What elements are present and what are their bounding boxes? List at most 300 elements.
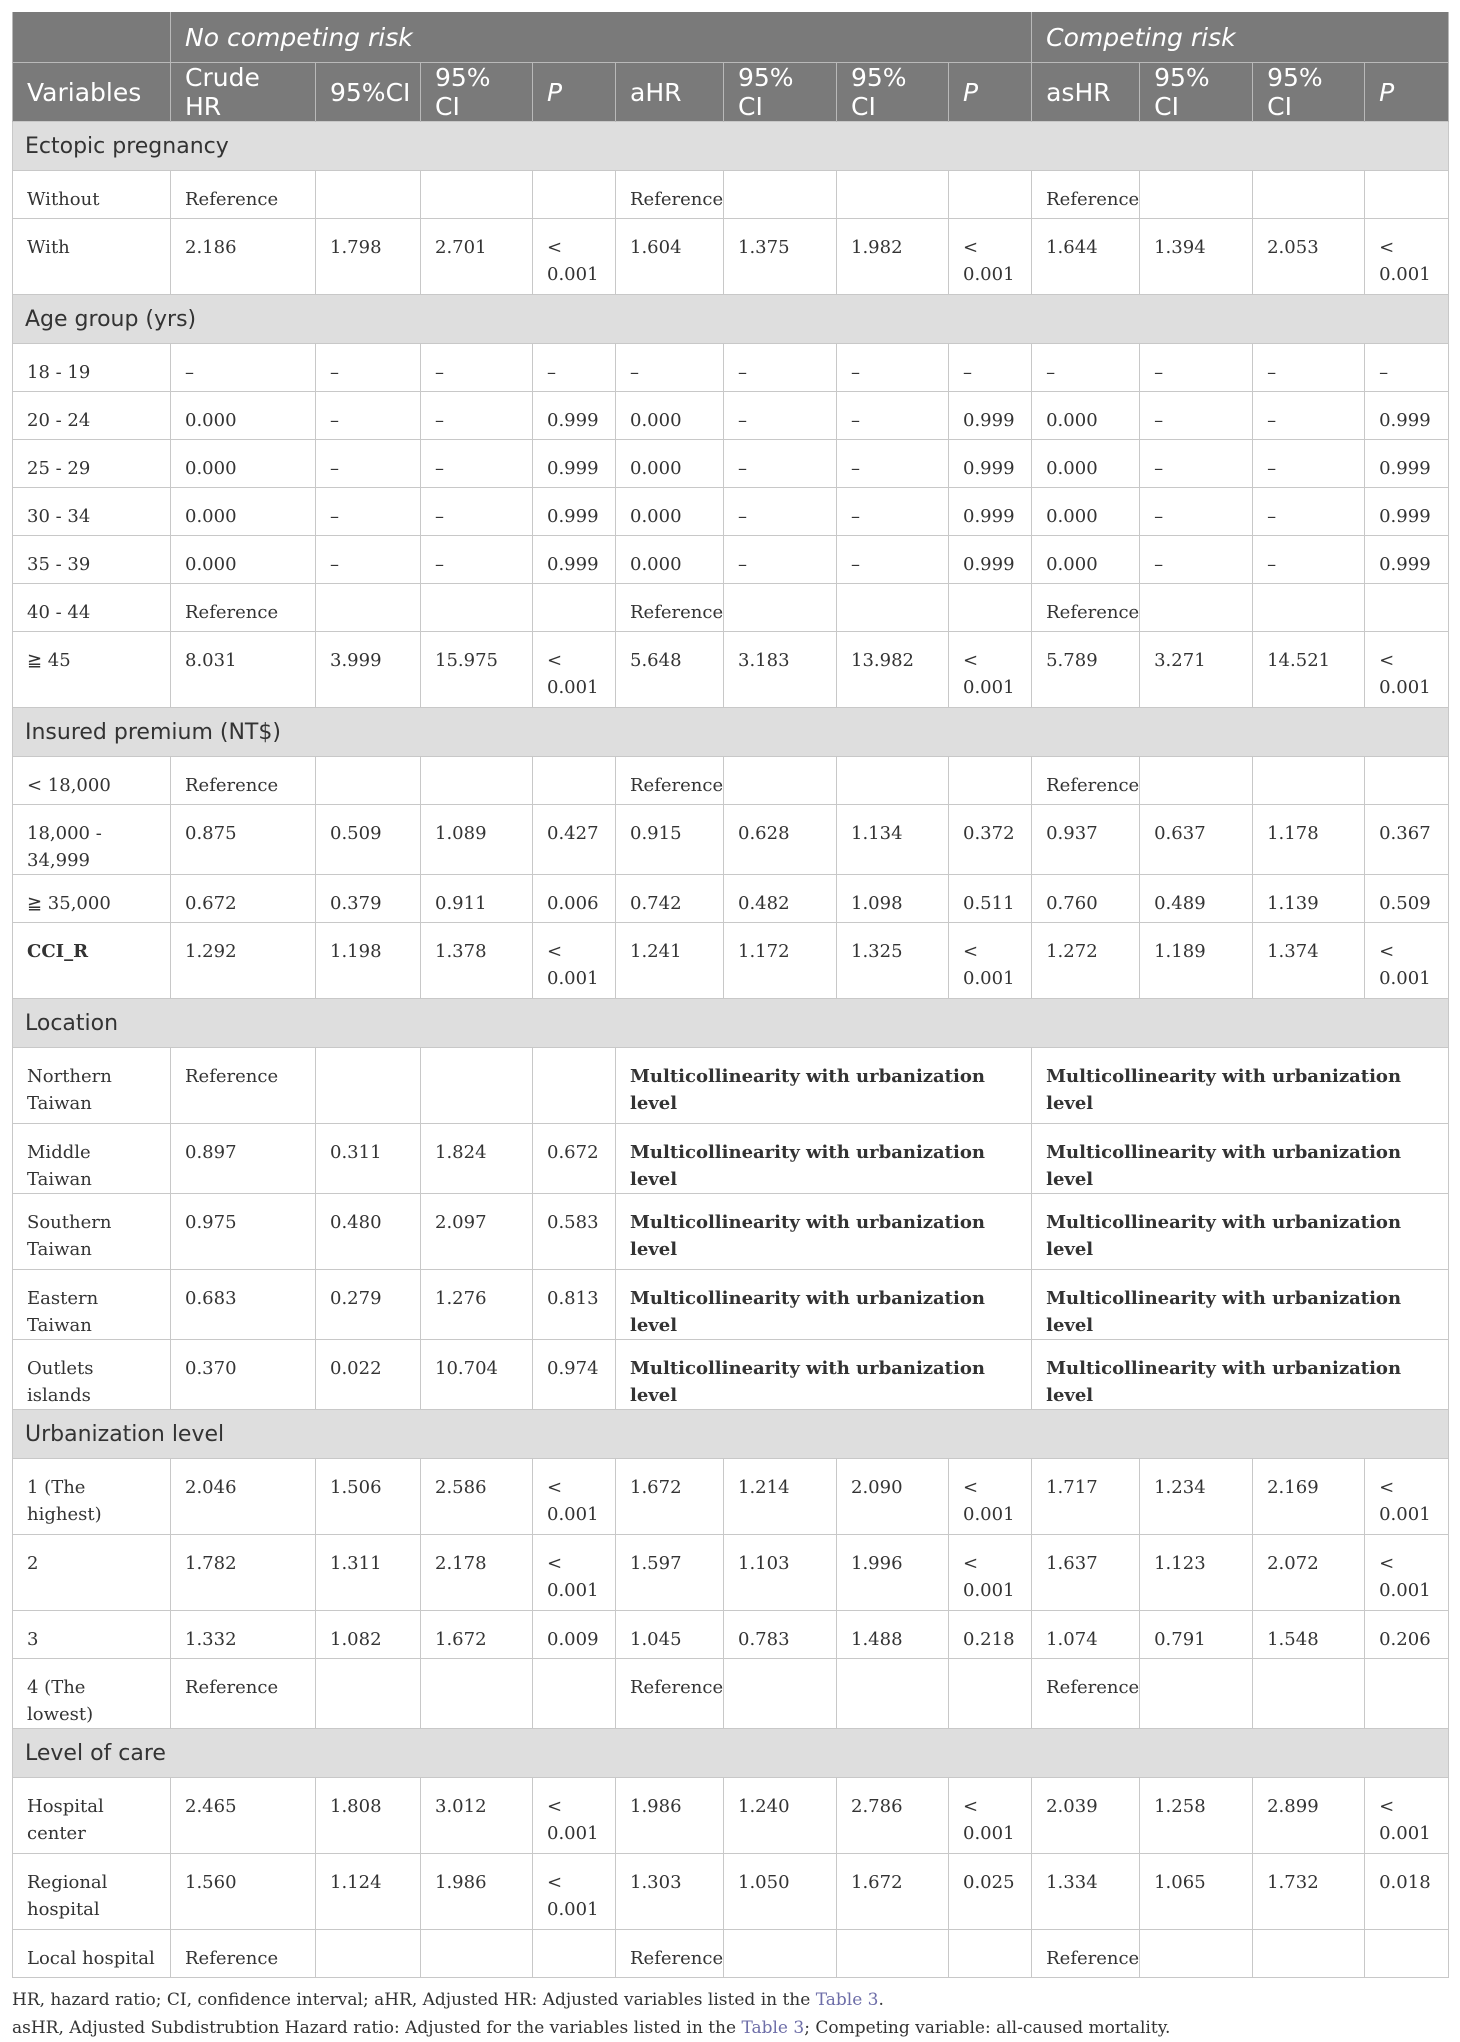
row-label: 4 (The lowest)	[13, 1659, 171, 1729]
table-row	[13, 536, 1449, 584]
table-cell: 1.986	[421, 1854, 533, 1930]
table-cell: < 0.001	[949, 632, 1032, 708]
multicollinearity-note-adjusted: Multicollinearity with urbanization level	[616, 1194, 1032, 1270]
table-cell: 0.999	[1365, 440, 1449, 488]
table-cell: 0.279	[316, 1270, 421, 1340]
table-cell	[1253, 1930, 1365, 1978]
table-cell: 0.025	[949, 1854, 1032, 1930]
table-cell: 1.637	[1032, 1535, 1140, 1611]
table-cell: 3.999	[316, 632, 421, 708]
table-cell: 1.089	[421, 805, 533, 875]
table-cell: 2.701	[421, 219, 533, 295]
header-competing-risk: Competing risk	[1032, 12, 1449, 63]
table-cell	[316, 757, 421, 805]
row-label: Local hospital	[13, 1930, 171, 1978]
table-footnotes	[12, 1986, 1448, 2042]
table-container	[12, 12, 1448, 2042]
table-cell: 0.000	[616, 536, 724, 584]
table-cell: 1.548	[1253, 1611, 1365, 1659]
table-cell: 2.169	[1253, 1459, 1365, 1535]
table-cell: 0.813	[533, 1270, 616, 1340]
table-cell: 1.982	[837, 219, 949, 295]
row-label: 25 - 29	[13, 440, 171, 488]
multicollinearity-note-adjusted: Multicollinearity with urbanization level	[616, 1270, 1032, 1340]
table-cell: < 0.001	[1365, 219, 1449, 295]
table-cell: 0.482	[724, 875, 837, 923]
table-cell: –	[1140, 344, 1253, 392]
table-cell	[949, 1659, 1032, 1729]
table-cell: 1.488	[837, 1611, 949, 1659]
table-cell: –	[316, 536, 421, 584]
table-cell: 0.999	[949, 536, 1032, 584]
row-label: Eastern Taiwan	[13, 1270, 171, 1340]
section-title: Insured premium (NT$)	[13, 708, 1449, 757]
table-cell: –	[837, 344, 949, 392]
table-cell: 0.000	[616, 440, 724, 488]
table-cell: Reference	[171, 1930, 316, 1978]
table-cell: 0.018	[1365, 1854, 1449, 1930]
table-cell: –	[1032, 344, 1140, 392]
table-cell: < 0.001	[949, 1778, 1032, 1854]
table-cell: 1.644	[1032, 219, 1140, 295]
table-cell: 0.311	[316, 1124, 421, 1194]
table-cell: 0.742	[616, 875, 724, 923]
table-cell: 13.982	[837, 632, 949, 708]
table-cell: 0.000	[171, 392, 316, 440]
table-cell: 1.378	[421, 923, 533, 999]
table-cell: 0.000	[616, 392, 724, 440]
table-cell: –	[616, 344, 724, 392]
table-cell: < 0.001	[949, 219, 1032, 295]
table-cell: 1.717	[1032, 1459, 1140, 1535]
table-cell: 0.999	[949, 392, 1032, 440]
table-cell: 2.046	[171, 1459, 316, 1535]
table-cell: 1.332	[171, 1611, 316, 1659]
table-cell: 1.272	[1032, 923, 1140, 999]
table-cell	[421, 757, 533, 805]
table-cell: 0.999	[533, 536, 616, 584]
table-cell: 2.178	[421, 1535, 533, 1611]
table-cell: 0.000	[171, 536, 316, 584]
row-label: 2	[13, 1535, 171, 1611]
multicollinearity-note-adjusted: Multicollinearity with urbanization level	[616, 1340, 1032, 1410]
row-label: With	[13, 219, 171, 295]
table-cell	[1365, 171, 1449, 219]
table-cell: 0.009	[533, 1611, 616, 1659]
table-cell: < 0.001	[949, 923, 1032, 999]
table-cell: 3.012	[421, 1778, 533, 1854]
table-cell: 1.276	[421, 1270, 533, 1340]
table-row	[13, 171, 1449, 219]
table-cell: 0.672	[533, 1124, 616, 1194]
table-cell: 1.134	[837, 805, 949, 875]
table-cell	[837, 757, 949, 805]
table-cell	[533, 1930, 616, 1978]
table-cell: 10.704	[421, 1340, 533, 1410]
table-cell: 0.000	[1032, 536, 1140, 584]
row-label: < 18,000	[13, 757, 171, 805]
table-cell: 0.489	[1140, 875, 1253, 923]
table-cell: Reference	[171, 584, 316, 632]
table-row	[13, 1459, 1449, 1535]
table-cell: 0.999	[1365, 392, 1449, 440]
table-cell: 0.783	[724, 1611, 837, 1659]
table-cell: 14.521	[1253, 632, 1365, 708]
table-cell: < 0.001	[1365, 1459, 1449, 1535]
table-cell: 2.786	[837, 1778, 949, 1854]
hazard-ratio-table	[12, 12, 1449, 1978]
row-label: 20 - 24	[13, 392, 171, 440]
table-row	[13, 1854, 1449, 1930]
table-cell: –	[724, 392, 837, 440]
table-cell: < 0.001	[949, 1535, 1032, 1611]
header-columns-row	[13, 63, 1449, 122]
table-cell: 1.098	[837, 875, 949, 923]
multicollinearity-note-adjusted: Multicollinearity with urbanization level	[616, 1048, 1032, 1124]
table-row	[13, 392, 1449, 440]
table-cell	[1140, 1930, 1253, 1978]
table-cell: 1.189	[1140, 923, 1253, 999]
section-title: Location	[13, 999, 1449, 1048]
column-header: Crude HR	[171, 63, 316, 122]
table-cell: < 0.001	[1365, 1535, 1449, 1611]
table-cell: 1.178	[1253, 805, 1365, 875]
multicollinearity-note-competing: Multicollinearity with urbanization level	[1032, 1194, 1449, 1270]
table-row	[13, 1659, 1449, 1729]
table-cell: 0.911	[421, 875, 533, 923]
table-cell	[1253, 584, 1365, 632]
row-label: 18 - 19	[13, 344, 171, 392]
table-cell: 1.050	[724, 1854, 837, 1930]
table-cell: 0.379	[316, 875, 421, 923]
table-cell: 0.999	[1365, 536, 1449, 584]
table-cell: 0.999	[949, 488, 1032, 536]
table-cell: 1.123	[1140, 1535, 1253, 1611]
table-cell: 5.789	[1032, 632, 1140, 708]
multicollinearity-note-adjusted: Multicollinearity with urbanization level	[616, 1124, 1032, 1194]
table-row	[13, 1930, 1449, 1978]
column-header: 95% CI	[421, 63, 533, 122]
table-cell: Reference	[616, 1930, 724, 1978]
table-cell: 1.045	[616, 1611, 724, 1659]
table-body	[13, 122, 1449, 1978]
table-cell: 2.090	[837, 1459, 949, 1535]
table-cell	[316, 1930, 421, 1978]
table-cell: 1.782	[171, 1535, 316, 1611]
table-cell: 1.604	[616, 219, 724, 295]
table-cell: < 0.001	[1365, 632, 1449, 708]
table-cell	[724, 757, 837, 805]
table-cell: Reference	[616, 1659, 724, 1729]
table-cell: 2.053	[1253, 219, 1365, 295]
table-cell: Reference	[1032, 757, 1140, 805]
table-cell: –	[949, 344, 1032, 392]
table-cell: < 0.001	[533, 1535, 616, 1611]
table-cell	[316, 1659, 421, 1729]
table-cell: 1.258	[1140, 1778, 1253, 1854]
table-cell: –	[316, 344, 421, 392]
table-cell: 1.074	[1032, 1611, 1140, 1659]
table-cell	[421, 1048, 533, 1124]
table-3-link[interactable]: Table 3	[741, 2018, 805, 2038]
table-cell: –	[837, 488, 949, 536]
column-header: P	[1365, 63, 1449, 122]
section-title: Ectopic pregnancy	[13, 122, 1449, 171]
section-header-row	[13, 1410, 1449, 1459]
row-label: Northern Taiwan	[13, 1048, 171, 1124]
table-row	[13, 1535, 1449, 1611]
table-cell	[533, 757, 616, 805]
table-cell: 0.427	[533, 805, 616, 875]
table-cell: 0.000	[171, 440, 316, 488]
table-cell: 1.597	[616, 1535, 724, 1611]
table-cell: –	[533, 344, 616, 392]
table-row	[13, 584, 1449, 632]
table-cell: < 0.001	[1365, 923, 1449, 999]
table-cell: 0.370	[171, 1340, 316, 1410]
table-cell	[724, 171, 837, 219]
table-cell: –	[421, 392, 533, 440]
table-cell: 0.999	[533, 392, 616, 440]
row-label: 30 - 34	[13, 488, 171, 536]
row-label: Without	[13, 171, 171, 219]
footnote-line-2: asHR, Adjusted Subdistrubtion Hazard ratio: Adjusted for the variables listed in the Table 3; Competing variable: all-caused mortality.	[12, 2018, 1171, 2038]
column-header: asHR	[1032, 63, 1140, 122]
table-cell	[837, 171, 949, 219]
table-cell	[837, 1659, 949, 1729]
row-label: 40 - 44	[13, 584, 171, 632]
table-cell	[533, 1048, 616, 1124]
table-cell: 1.732	[1253, 1854, 1365, 1930]
table-cell: 2.186	[171, 219, 316, 295]
table-cell	[316, 1048, 421, 1124]
table-cell	[949, 171, 1032, 219]
table-cell	[1140, 584, 1253, 632]
table-cell: –	[724, 440, 837, 488]
row-label: ≧ 45	[13, 632, 171, 708]
table-row	[13, 1611, 1449, 1659]
row-label: 3	[13, 1611, 171, 1659]
table-cell: 1.986	[616, 1778, 724, 1854]
row-label: 18,000 - 34,999	[13, 805, 171, 875]
column-header: P	[533, 63, 616, 122]
table-cell: 1.798	[316, 219, 421, 295]
table-cell	[1253, 171, 1365, 219]
table-cell	[1365, 584, 1449, 632]
table-cell: –	[316, 440, 421, 488]
table-cell: < 0.001	[533, 1854, 616, 1930]
table-cell: –	[1140, 488, 1253, 536]
table-cell: 1.234	[1140, 1459, 1253, 1535]
header-group-row	[13, 12, 1449, 63]
table-cell: 1.240	[724, 1778, 837, 1854]
table-cell	[724, 1930, 837, 1978]
column-header: 95% CI	[1253, 63, 1365, 122]
table-cell: 0.672	[171, 875, 316, 923]
table-cell: 0.791	[1140, 1611, 1253, 1659]
table-cell: < 0.001	[533, 1778, 616, 1854]
table-cell	[1365, 1659, 1449, 1729]
table-row	[13, 923, 1449, 999]
table-row	[13, 1340, 1449, 1410]
table-cell: Reference	[1032, 171, 1140, 219]
table-cell: 0.000	[1032, 392, 1140, 440]
table-cell	[421, 584, 533, 632]
table-cell: 0.022	[316, 1340, 421, 1410]
table-cell	[1365, 757, 1449, 805]
table-cell: 1.311	[316, 1535, 421, 1611]
table-cell: 2.586	[421, 1459, 533, 1535]
table-cell	[533, 1659, 616, 1729]
table-cell: –	[1253, 344, 1365, 392]
table-row	[13, 488, 1449, 536]
table-cell: < 0.001	[533, 923, 616, 999]
table-cell: 1.103	[724, 1535, 837, 1611]
table-cell: < 0.001	[533, 632, 616, 708]
table-cell: 1.334	[1032, 1854, 1140, 1930]
row-label: ≧ 35,000	[13, 875, 171, 923]
section-header-row	[13, 295, 1449, 344]
table-3-link[interactable]: Table 3	[815, 1990, 879, 2010]
table-row	[13, 1048, 1449, 1124]
row-label: CCI_R	[13, 923, 171, 999]
row-label: 35 - 39	[13, 536, 171, 584]
column-header: Variables	[13, 63, 171, 122]
table-cell: Reference	[1032, 584, 1140, 632]
table-cell: –	[1253, 536, 1365, 584]
table-cell: –	[316, 392, 421, 440]
table-cell	[1140, 757, 1253, 805]
table-cell: 2.039	[1032, 1778, 1140, 1854]
table-cell	[533, 171, 616, 219]
section-title: Urbanization level	[13, 1410, 1449, 1459]
column-header: P	[949, 63, 1032, 122]
table-cell: 1.672	[837, 1854, 949, 1930]
table-row	[13, 440, 1449, 488]
table-cell: < 0.001	[533, 1459, 616, 1535]
table-cell: 0.937	[1032, 805, 1140, 875]
table-cell	[724, 584, 837, 632]
table-cell: 1.172	[724, 923, 837, 999]
multicollinearity-note-competing: Multicollinearity with urbanization level	[1032, 1340, 1449, 1410]
column-header: aHR	[616, 63, 724, 122]
table-cell: Reference	[1032, 1659, 1140, 1729]
table-cell: 2.465	[171, 1778, 316, 1854]
table-cell: 1.375	[724, 219, 837, 295]
table-cell: 0.480	[316, 1194, 421, 1270]
table-cell: 0.000	[1032, 488, 1140, 536]
table-cell: 3.271	[1140, 632, 1253, 708]
section-header-row	[13, 122, 1449, 171]
table-cell: 2.072	[1253, 1535, 1365, 1611]
table-cell	[421, 171, 533, 219]
table-cell	[1365, 1930, 1449, 1978]
table-row	[13, 1124, 1449, 1194]
table-cell: 0.897	[171, 1124, 316, 1194]
table-cell	[724, 1659, 837, 1729]
column-header: 95% CI	[724, 63, 837, 122]
table-cell: 0.683	[171, 1270, 316, 1340]
table-cell: –	[1140, 440, 1253, 488]
column-header: 95% CI	[837, 63, 949, 122]
table-cell	[949, 584, 1032, 632]
section-title: Level of care	[13, 1729, 1449, 1778]
table-cell: 0.999	[533, 440, 616, 488]
table-cell: –	[1253, 392, 1365, 440]
table-cell	[1140, 171, 1253, 219]
table-cell: Reference	[616, 584, 724, 632]
table-cell: 15.975	[421, 632, 533, 708]
table-cell: 0.637	[1140, 805, 1253, 875]
table-cell: 0.974	[533, 1340, 616, 1410]
table-cell: 0.218	[949, 1611, 1032, 1659]
table-cell	[316, 584, 421, 632]
table-cell: –	[1140, 392, 1253, 440]
table-cell: –	[837, 536, 949, 584]
table-cell: 0.206	[1365, 1611, 1449, 1659]
section-header-row	[13, 708, 1449, 757]
table-cell: –	[724, 344, 837, 392]
table-cell: 1.560	[171, 1854, 316, 1930]
table-cell: Reference	[171, 757, 316, 805]
table-cell: 0.511	[949, 875, 1032, 923]
table-cell	[421, 1659, 533, 1729]
table-cell	[1140, 1659, 1253, 1729]
table-cell	[421, 1930, 533, 1978]
table-cell	[1253, 1659, 1365, 1729]
table-cell: –	[837, 440, 949, 488]
table-cell: 0.760	[1032, 875, 1140, 923]
table-cell: < 0.001	[1365, 1778, 1449, 1854]
table-cell: 1.139	[1253, 875, 1365, 923]
table-cell: –	[421, 440, 533, 488]
table-cell: 1.672	[616, 1459, 724, 1535]
table-cell: 0.372	[949, 805, 1032, 875]
table-cell: < 0.001	[533, 219, 616, 295]
table-cell: 0.875	[171, 805, 316, 875]
table-cell: –	[724, 536, 837, 584]
table-cell	[837, 584, 949, 632]
table-cell: 1.325	[837, 923, 949, 999]
table-cell	[316, 171, 421, 219]
table-cell: 1.241	[616, 923, 724, 999]
table-cell: 1.672	[421, 1611, 533, 1659]
table-cell: Reference	[171, 1048, 316, 1124]
table-cell: 8.031	[171, 632, 316, 708]
row-label: Regional hospital	[13, 1854, 171, 1930]
table-cell: –	[1140, 536, 1253, 584]
table-cell: 1.394	[1140, 219, 1253, 295]
table-cell: 1.996	[837, 1535, 949, 1611]
table-cell: Reference	[171, 1659, 316, 1729]
column-header: 95% CI	[1140, 63, 1253, 122]
row-label: Hospital center	[13, 1778, 171, 1854]
table-cell: 0.000	[616, 488, 724, 536]
table-cell: 2.097	[421, 1194, 533, 1270]
row-label: Middle Taiwan	[13, 1124, 171, 1194]
table-cell: 0.999	[1365, 488, 1449, 536]
table-row	[13, 219, 1449, 295]
table-cell: 0.999	[949, 440, 1032, 488]
table-row	[13, 1778, 1449, 1854]
footnote-line-1: HR, hazard ratio; CI, confidence interval; aHR, Adjusted HR: Adjusted variables listed in the Table 3.	[12, 1990, 884, 2010]
section-header-row	[13, 1729, 1449, 1778]
table-cell: 0.000	[1032, 440, 1140, 488]
table-cell: 2.899	[1253, 1778, 1365, 1854]
table-cell: –	[171, 344, 316, 392]
table-cell	[1253, 757, 1365, 805]
table-cell: 1.808	[316, 1778, 421, 1854]
